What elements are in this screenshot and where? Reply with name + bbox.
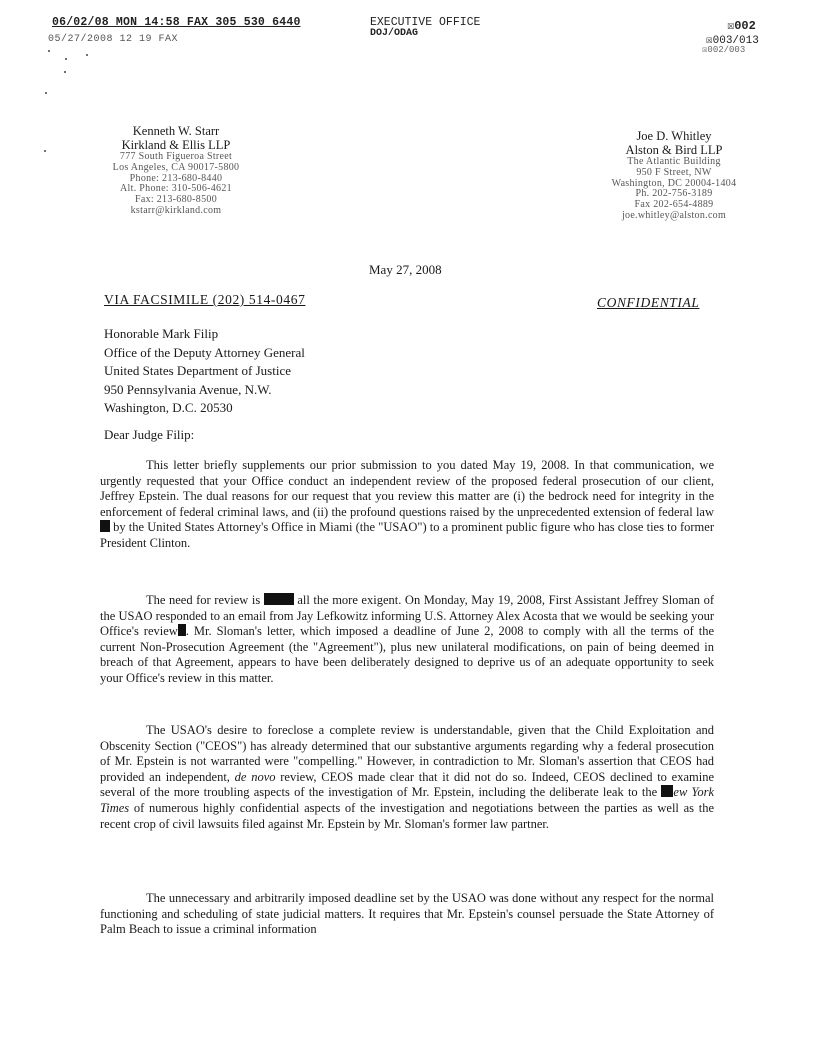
fax-office-label: EXECUTIVE OFFICE bbox=[370, 16, 481, 29]
recipient-line: United States Department of Justice bbox=[104, 363, 292, 378]
fax-header-line-secondary: 05/27/2008 12 19 FAX bbox=[48, 34, 179, 45]
scan-speck bbox=[64, 71, 66, 73]
cosender-firm: Alston & Bird LLP bbox=[625, 142, 723, 157]
body-paragraph bbox=[100, 891, 714, 938]
sender-email: kstarr@kirkland.com bbox=[130, 204, 222, 216]
fax-office-sub: DOJ/ODAG bbox=[370, 28, 419, 39]
redaction-box bbox=[264, 593, 294, 605]
sender-alt-phone: Alt. Phone: 310-506-4621 bbox=[120, 183, 232, 195]
body-paragraph bbox=[100, 458, 714, 552]
paragraph-text: The unnecessary and arbitrarily imposed deadline set by the USAO was done without any respect for the normal functioning and scheduling of state judicial matters. It requires that Mr. Epstein's counsel persuade the State Attorney of Palm Beach to issue a criminal information bbox=[100, 891, 714, 937]
scan-speck bbox=[65, 58, 67, 60]
confidential-label: CONFIDENTIAL bbox=[597, 295, 700, 310]
letter-date: May 27, 2008 bbox=[369, 262, 442, 277]
fax-page-number: ☒002 bbox=[727, 19, 756, 33]
recipient-line: Honorable Mark Filip bbox=[104, 326, 219, 341]
fax-header-line: 06/02/08 MON 14:58 FAX 305 530 6440 bbox=[52, 16, 301, 29]
sender-phone: Phone: 213-680-8440 bbox=[129, 172, 223, 184]
cosender-address-line: 950 F Street, NW bbox=[636, 166, 712, 178]
paragraph-text: all the more exigent. On Monday, May 19, 2008, First Assistant Jeffrey Sloman of the USAO responded to an email from Jay Lefkowitz informing U.S. Attorney Alex Acosta that we would be seeking your Office's review bbox=[100, 593, 715, 639]
body-paragraph bbox=[100, 593, 714, 687]
scan-speck bbox=[48, 50, 50, 52]
cosender-email: joe.whitley@alston.com bbox=[621, 209, 727, 221]
fax-page-count-faint: ☒002/003 bbox=[702, 45, 746, 55]
paragraph-text: The need for review is bbox=[146, 593, 261, 607]
redaction-box bbox=[100, 520, 110, 532]
letterhead-right bbox=[594, 130, 754, 222]
paragraph-text: This letter briefly supplements our prior submission to you dated May 19, 2008. In that communication, we urgently requested that your Office conduct an independent review of the proposed federal prosecution of our client, Jeffrey Epstein. The dual reasons for our request that you review this matter are (i) the bedrock need for integrity in the enforcement of federal criminal laws, and (ii) the profound questions raised by the unprecedented extension of federal law bbox=[100, 458, 714, 519]
recipient-line: Washington, D.C. 20530 bbox=[104, 400, 233, 415]
fax-page-count: ☒003/013 bbox=[706, 35, 759, 47]
paragraph-text: review, CEOS made clear that it did not do so. Indeed, CEOS declined to examine several of the more troubling aspects of the investigation of Mr. Epstein, including the deliberate leak to the bbox=[100, 769, 714, 800]
cosender-address-line: Washington, DC 20004-1404 bbox=[611, 177, 737, 189]
scan-speck bbox=[44, 150, 46, 152]
paragraph-italic-text: de novo bbox=[234, 769, 276, 784]
paragraph-text: . Mr. Sloman's letter, which imposed a deadline of June 2, 2008 to comply with all the terms of the current Non-Prosecution Agreement (the "Agreement"), plus new unilateral modifications, on pain of being deemed in breach of that Agreement, appears to have been deliberately designed to deprive us of an adequate opportunity to seek your Office's review in this matter. bbox=[100, 624, 715, 685]
cosender-fax: Fax 202-654-4889 bbox=[634, 199, 714, 211]
delivery-method: VIA FACSIMILE (202) 514-0467 bbox=[104, 292, 306, 307]
cosender-address-line: The Atlantic Building bbox=[627, 156, 721, 167]
paragraph-italic-text: ew York Times bbox=[100, 785, 714, 815]
recipient-line: 950 Pennsylvania Avenue, N.W. bbox=[104, 381, 272, 397]
cosender-name: Joe D. Whitley bbox=[636, 129, 712, 143]
recipient-line: Office of the Deputy Attorney General bbox=[104, 344, 305, 360]
scan-speck bbox=[86, 54, 88, 56]
sender-name: Kenneth W. Starr bbox=[132, 124, 220, 138]
letterhead-left bbox=[92, 125, 260, 217]
paragraph-text: by the United States Attorney's Office in Miami (the "USAO") to a prominent public figure who has close ties to former President Clinton. bbox=[100, 520, 714, 550]
sender-fax: Fax: 213-680-8500 bbox=[134, 194, 218, 206]
redaction-box bbox=[178, 624, 186, 636]
sender-address-line: 777 South Figueroa Street bbox=[119, 151, 233, 162]
redaction-box bbox=[661, 785, 673, 797]
scan-speck bbox=[45, 92, 47, 94]
sender-firm: Kirkland & Ellis LLP bbox=[121, 137, 231, 152]
paragraph-text: of numerous highly confidential aspects of the investigation and negotiations between the parties as well as the recent crop of civil lawsuits filed against Mr. Epstein by Mr. Sloman's former law partner. bbox=[100, 800, 715, 831]
sender-address-line: Los Angeles, CA 90017-5800 bbox=[112, 161, 240, 173]
salutation: Dear Judge Filip: bbox=[104, 427, 195, 442]
paragraph-text: The USAO's desire to foreclose a complete review is understandable, given that the Child Exploitation and Obscenity Section ("CEOS") has already determined that our substantive arguments regarding why a federal prosecution of Mr. Epstein is not warranted were "compelling." However, in contradiction to Mr. Sloman's assertion that CEOS had provided an independent, bbox=[100, 723, 714, 784]
body-paragraph bbox=[100, 723, 714, 832]
recipient-address bbox=[104, 325, 305, 418]
cosender-phone: Ph. 202-756-3189 bbox=[635, 188, 713, 200]
